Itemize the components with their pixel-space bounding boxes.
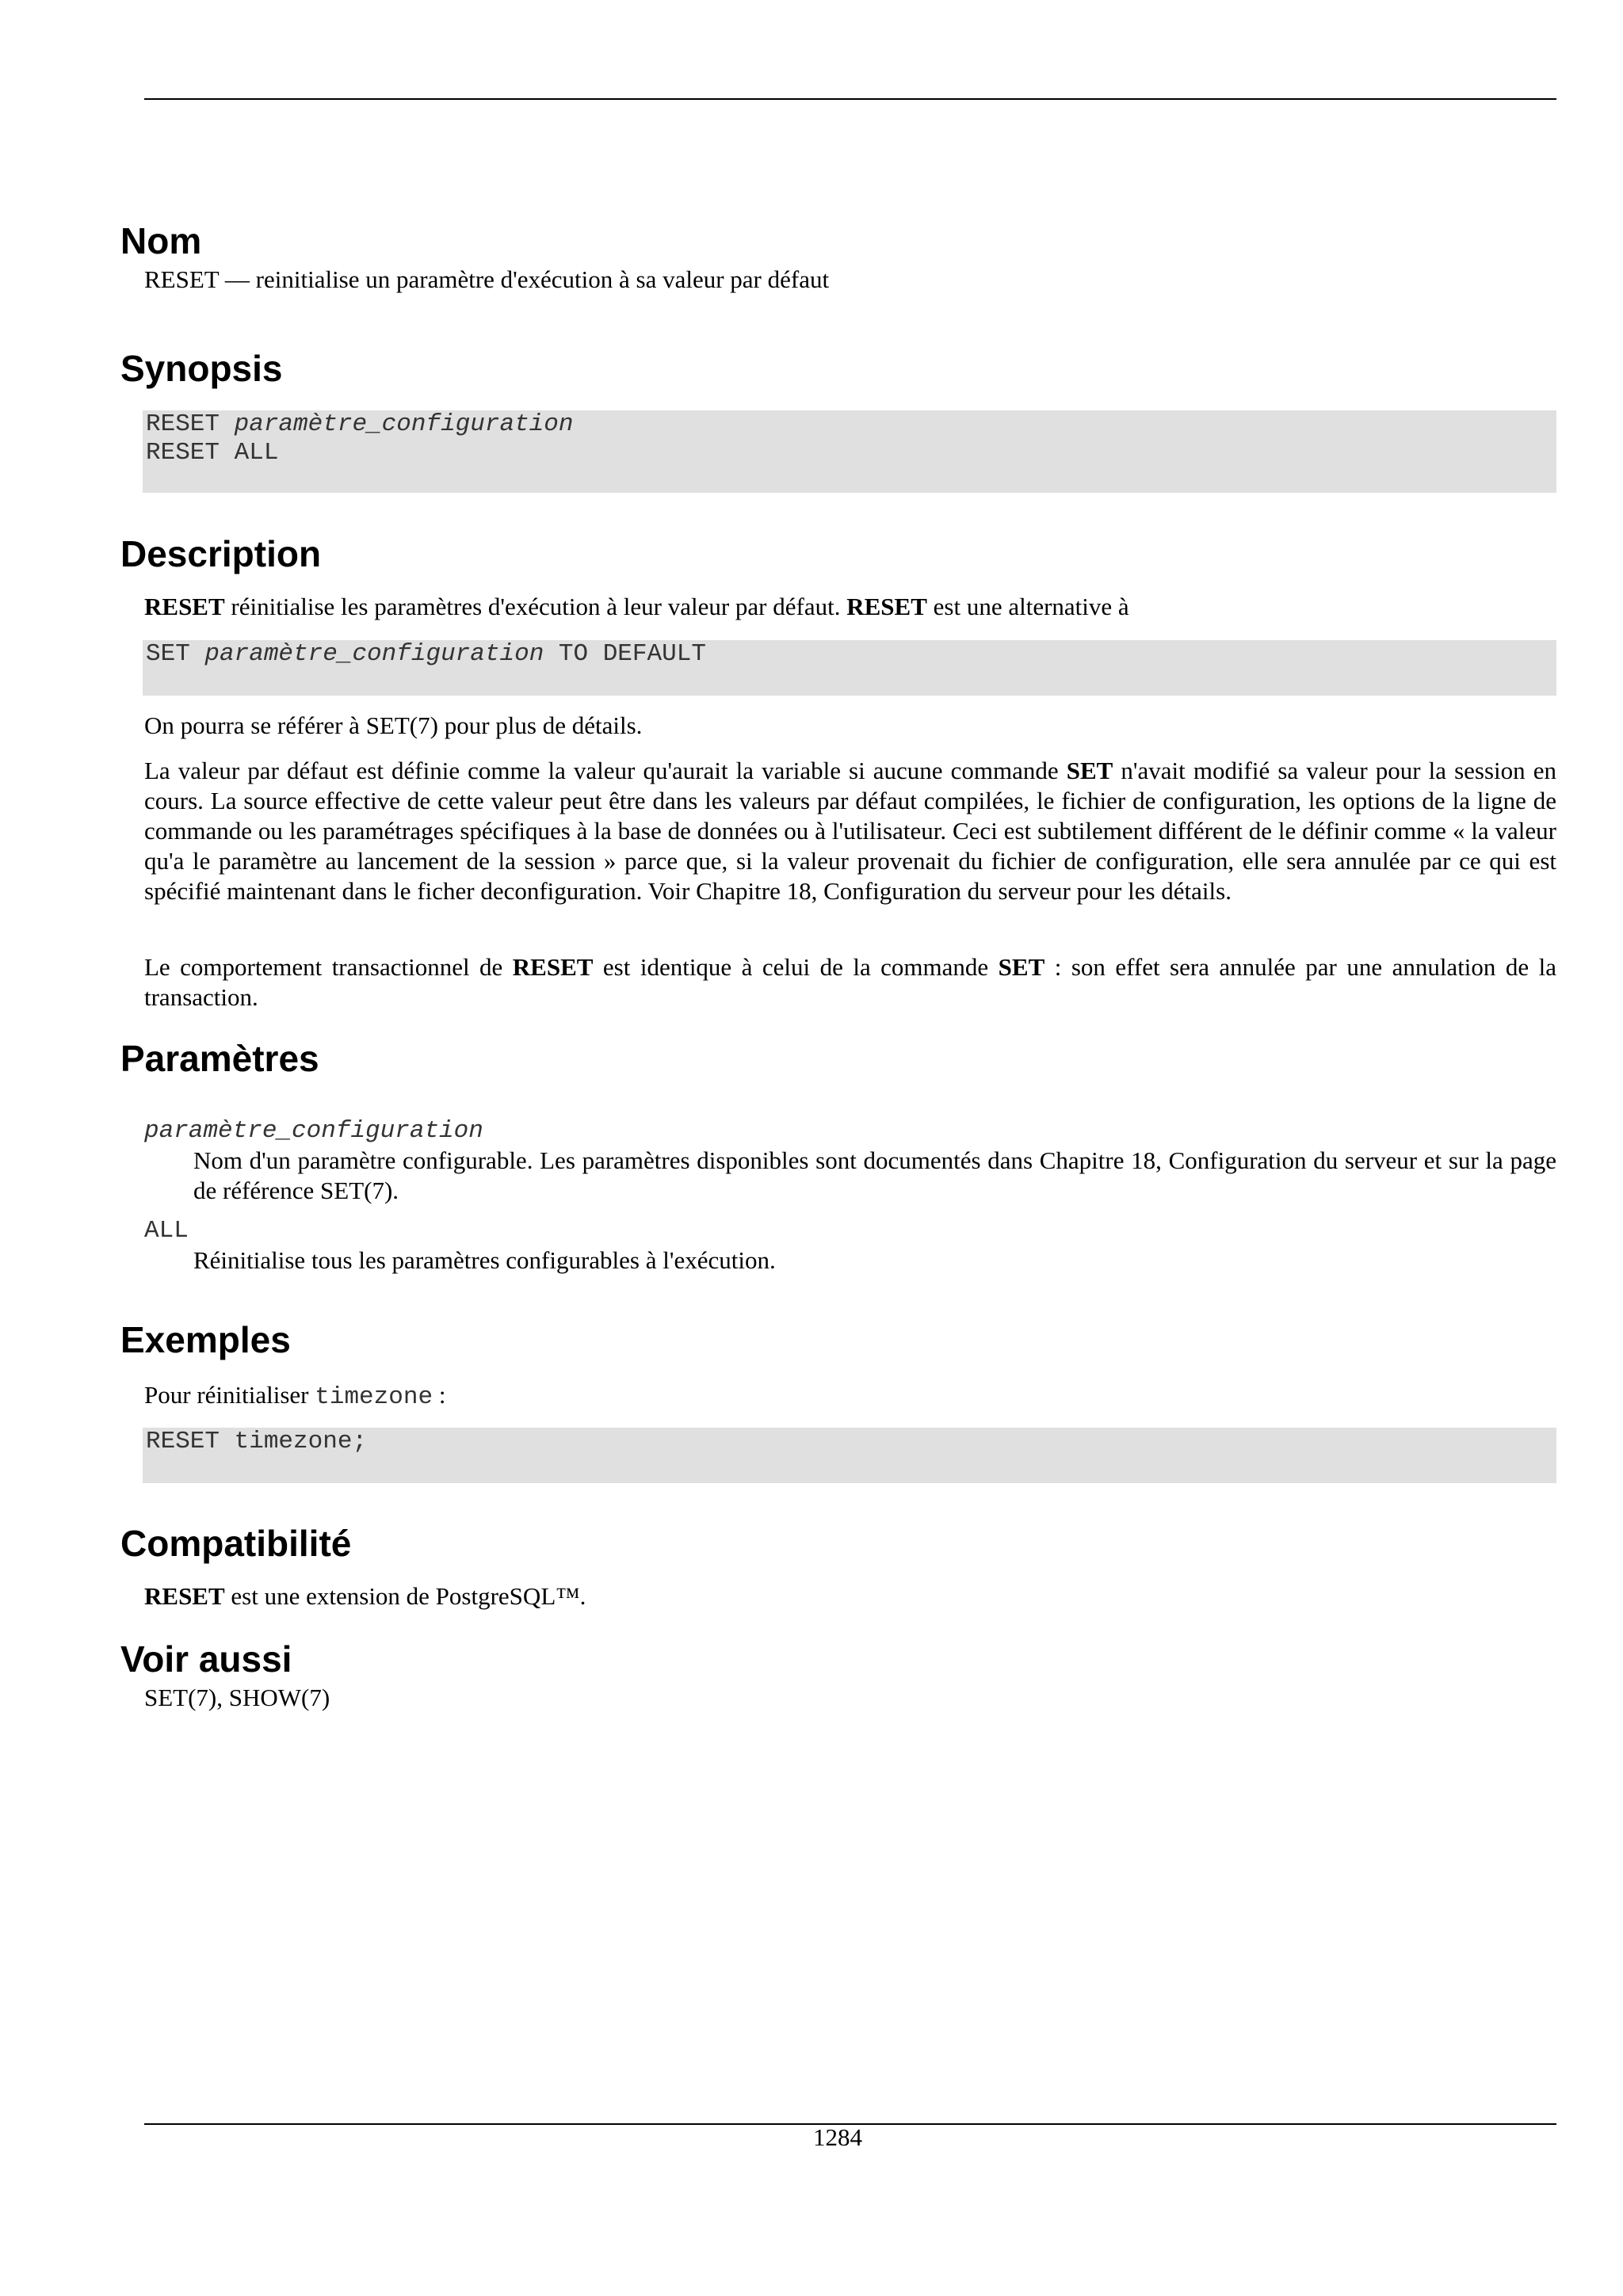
section-heading-parametres: Paramètres [120, 1038, 319, 1079]
header-rule [144, 98, 1556, 100]
reset-command: RESET [512, 953, 594, 981]
description-paragraph-3 [144, 756, 1556, 906]
section-heading-voir-aussi: Voir aussi [120, 1638, 292, 1680]
description-p3-text2: n'avait modifié sa valeur pour la session en cours. La source effective de cette valeur peut être dans les valeurs par défaut compilées, le fichier de configuration, les options de la ligne de commande ou les paramétrages spécifiques à la base de données ou à l'utilisateur. Ceci est subtilement différent de le définir comme « la valeur qu'a le paramètre au lancement de la session » parce que, si la valeur provenait du fichier de configuration, elle sera annulée par ce qui est spécifié maintenant dans le ficher deconfiguration. Voir Chapitre 18, Configuration du serveur pour les détails. [144, 757, 1557, 905]
code-param: paramètre_configuration [204, 640, 544, 668]
reset-command: RESET [144, 593, 225, 620]
synopsis-code-block [143, 410, 1556, 493]
voir-aussi-links: SET(7), SHOW(7) [144, 1684, 330, 1711]
exemples-intro-end: : [433, 1381, 446, 1409]
parameter-definition: Réinitialise tous les paramètres configurables à l'exécution. [193, 1246, 776, 1274]
exemples-code-block: RESET timezone; [143, 1428, 1556, 1483]
compatibilite-rest: est une extension de PostgreSQL™. [224, 1582, 586, 1610]
description-p4-text2: est identique à celui de la commande [593, 953, 999, 981]
code-rest: TO DEFAULT [544, 640, 706, 668]
section-heading-nom: Nom [120, 220, 202, 261]
synopsis-line2: RESET ALL [146, 439, 279, 467]
parameter-list [144, 1117, 1556, 1276]
description-paragraph-2: On pourra se référer à SET(7) pour plus de détails. [144, 711, 643, 739]
description-p1-text1: réinitialise les paramètres d'exécution à leur valeur par défaut. [224, 593, 847, 620]
set-command: SET [1066, 757, 1113, 784]
description-p3-text1: La valeur par défaut est définie comme la valeur qu'aurait la variable si aucune commande [144, 757, 1067, 784]
parameter-definition: Nom d'un paramètre configurable. Les paramètres disponibles sont documentés dans Chapitre 18, Configuration du serveur et sur la page de référence SET(7). [193, 1146, 1556, 1204]
code-set: SET [146, 640, 205, 668]
reset-command: RESET [846, 593, 927, 620]
description-p1-text2: est une alternative à [926, 593, 1129, 620]
description-code-block [143, 640, 1556, 696]
synopsis-cmd: RESET [146, 410, 235, 438]
parameter-term: paramètre_configuration [144, 1117, 483, 1145]
reset-command: RESET [144, 1582, 225, 1610]
exemples-intro-text: Pour réinitialiser [144, 1381, 315, 1409]
description-paragraph-1 [144, 592, 1129, 622]
description-p4-text3: : son effet sera annulée par une annulation de la transaction. [144, 953, 1556, 1011]
compatibilite-text [144, 1581, 586, 1611]
inline-code-timezone: timezone [315, 1383, 433, 1411]
description-paragraph-4 [144, 952, 1556, 1013]
parameter-term: ALL [144, 1217, 189, 1245]
section-heading-synopsis: Synopsis [120, 348, 283, 389]
section-heading-compatibilite: Compatibilité [120, 1523, 352, 1564]
page-number: 1284 [813, 2123, 862, 2151]
nom-text: RESET — reinitialise un paramètre d'exécution à sa valeur par défaut [144, 265, 830, 293]
description-p4-text1: Le comportement transactionnel de [144, 953, 513, 981]
section-heading-description: Description [120, 533, 322, 574]
section-heading-exemples: Exemples [120, 1319, 291, 1360]
synopsis-param: paramètre_configuration [234, 410, 574, 438]
exemples-intro [144, 1380, 445, 1413]
set-command: SET [998, 953, 1045, 981]
